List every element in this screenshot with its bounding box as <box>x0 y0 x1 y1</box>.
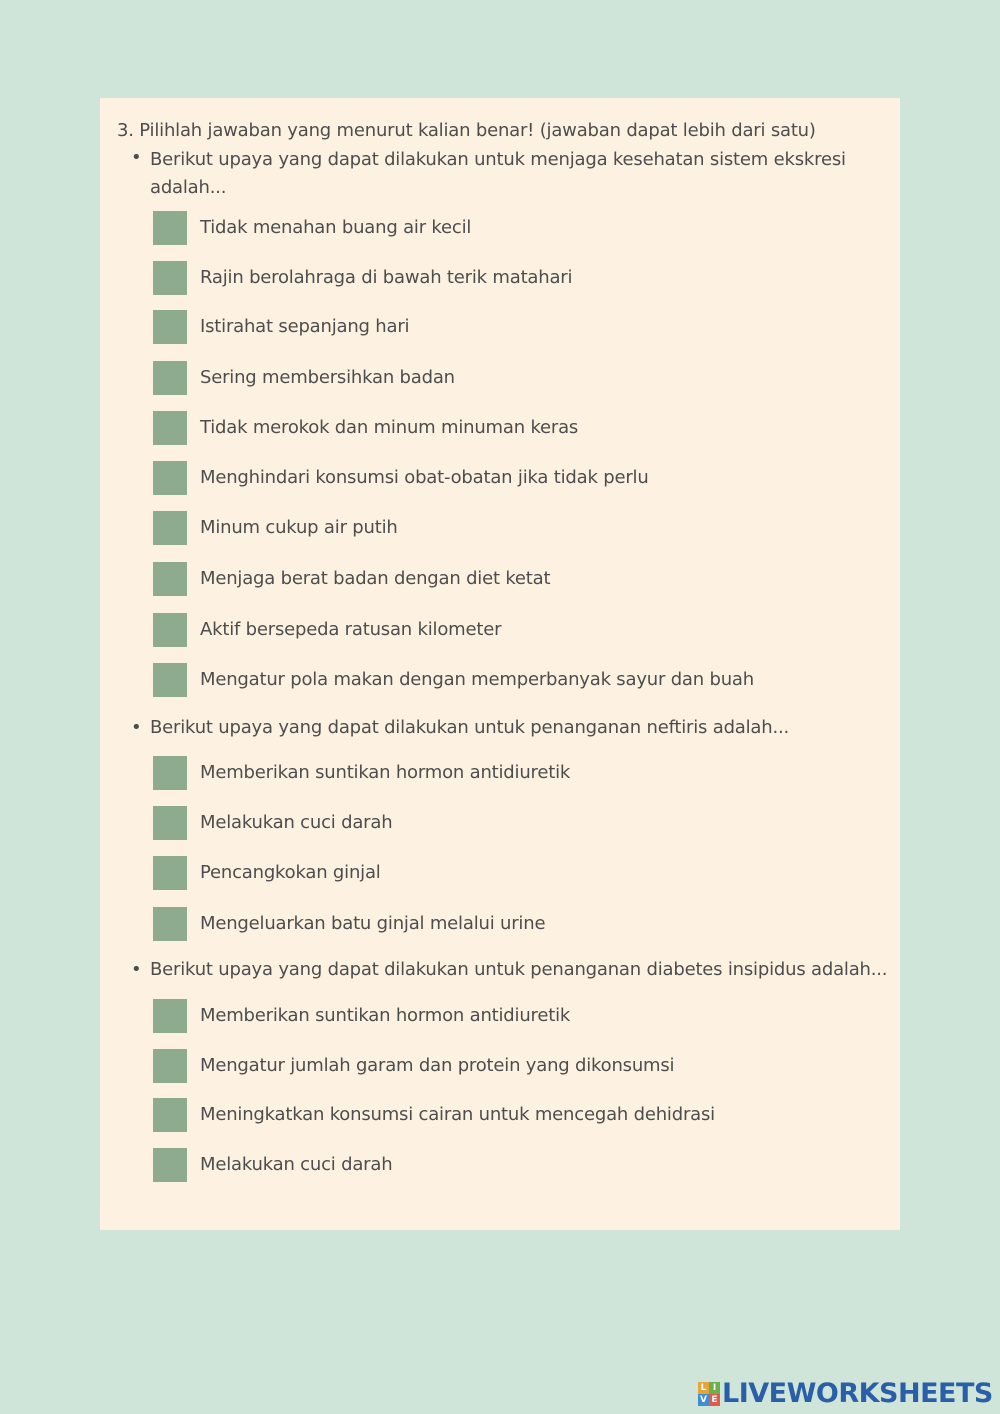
section-3-prompt: Berikut upaya yang dapat dilakukan untuk penanganan diabetes insipidus adalah... <box>150 959 888 980</box>
option-s1-3 <box>153 310 409 344</box>
checkbox[interactable] <box>153 1049 187 1083</box>
option-s1-6 <box>153 461 649 495</box>
mark-letter-i: I <box>709 1382 720 1394</box>
option-label: Sering membersihkan badan <box>200 367 455 388</box>
section-1-prompt-line1: Berikut upaya yang dapat dilakukan untuk menjaga kesehatan sistem ekskresi <box>150 149 846 170</box>
section-1-prompt-line2: adalah... <box>150 177 227 198</box>
option-s1-1 <box>153 211 471 245</box>
option-s1-9 <box>153 613 501 647</box>
option-label: Melakukan cuci darah <box>200 1154 393 1175</box>
option-s3-4 <box>153 1148 392 1182</box>
liveworksheets-logo[interactable] <box>698 1380 993 1408</box>
option-s2-3 <box>153 856 381 890</box>
option-label: Memberikan suntikan hormon antidiuretik <box>200 1005 571 1026</box>
checkbox[interactable] <box>153 1098 187 1132</box>
checkbox[interactable] <box>153 856 187 890</box>
option-label: Aktif bersepeda ratusan kilometer <box>200 619 502 640</box>
checkbox[interactable] <box>153 999 187 1033</box>
checkbox[interactable] <box>153 211 187 245</box>
worksheet-card <box>100 98 900 1230</box>
checkbox[interactable] <box>153 361 187 395</box>
liveworksheets-mark-icon <box>698 1382 720 1406</box>
option-label: Memberikan suntikan hormon antidiuretik <box>200 762 571 783</box>
option-s1-5 <box>153 411 578 445</box>
option-label: Melakukan cuci darah <box>200 812 393 833</box>
option-s2-2 <box>153 806 392 840</box>
section-2-prompt: Berikut upaya yang dapat dilakukan untuk penanganan neftiris adalah... <box>150 717 790 738</box>
checkbox[interactable] <box>153 310 187 344</box>
option-label: Rajin berolahraga di bawah terik matahari <box>200 267 573 288</box>
bullet-dot-1: • <box>131 147 142 168</box>
option-label: Tidak merokok dan minum minuman keras <box>200 417 579 438</box>
option-s2-1 <box>153 756 570 790</box>
checkbox[interactable] <box>153 663 187 697</box>
checkbox[interactable] <box>153 1148 187 1182</box>
option-label: Mengatur pola makan dengan memperbanyak sayur dan buah <box>200 669 754 690</box>
checkbox[interactable] <box>153 562 187 596</box>
checkbox[interactable] <box>153 613 187 647</box>
option-s3-2 <box>153 1049 674 1083</box>
option-s1-2 <box>153 261 572 295</box>
mark-letter-v: V <box>698 1394 709 1406</box>
bullet-dot-2: • <box>131 717 142 738</box>
mark-letter-e: E <box>709 1394 720 1406</box>
checkbox[interactable] <box>153 261 187 295</box>
checkbox[interactable] <box>153 907 187 941</box>
checkbox[interactable] <box>153 756 187 790</box>
checkbox[interactable] <box>153 511 187 545</box>
option-label: Mengatur jumlah garam dan protein yang dikonsumsi <box>200 1055 675 1076</box>
option-s1-8 <box>153 562 550 596</box>
question-title: 3. Pilihlah jawaban yang menurut kalian benar! (jawaban dapat lebih dari satu) <box>117 120 816 141</box>
option-s3-1 <box>153 999 570 1033</box>
option-label: Minum cukup air putih <box>200 517 398 538</box>
option-s3-3 <box>153 1098 715 1132</box>
checkbox[interactable] <box>153 461 187 495</box>
option-label: Pencangkokan ginjal <box>200 862 381 883</box>
checkbox[interactable] <box>153 806 187 840</box>
option-s2-4 <box>153 907 545 941</box>
logo-text: LIVEWORKSHEETS <box>722 1378 993 1409</box>
option-label: Meningkatkan konsumsi cairan untuk mencegah dehidrasi <box>200 1104 715 1125</box>
mark-letter-l: L <box>698 1382 709 1394</box>
option-s1-7 <box>153 511 398 545</box>
option-label: Tidak menahan buang air kecil <box>200 217 472 238</box>
option-label: Menjaga berat badan dengan diet ketat <box>200 568 551 589</box>
section-1-prompt <box>150 146 890 202</box>
option-label: Menghindari konsumsi obat-obatan jika tidak perlu <box>200 467 649 488</box>
bullet-dot-3: • <box>131 959 142 980</box>
option-s1-4 <box>153 361 455 395</box>
option-s1-10 <box>153 663 754 697</box>
checkbox[interactable] <box>153 411 187 445</box>
option-label: Istirahat sepanjang hari <box>200 316 410 337</box>
option-label: Mengeluarkan batu ginjal melalui urine <box>200 913 546 934</box>
